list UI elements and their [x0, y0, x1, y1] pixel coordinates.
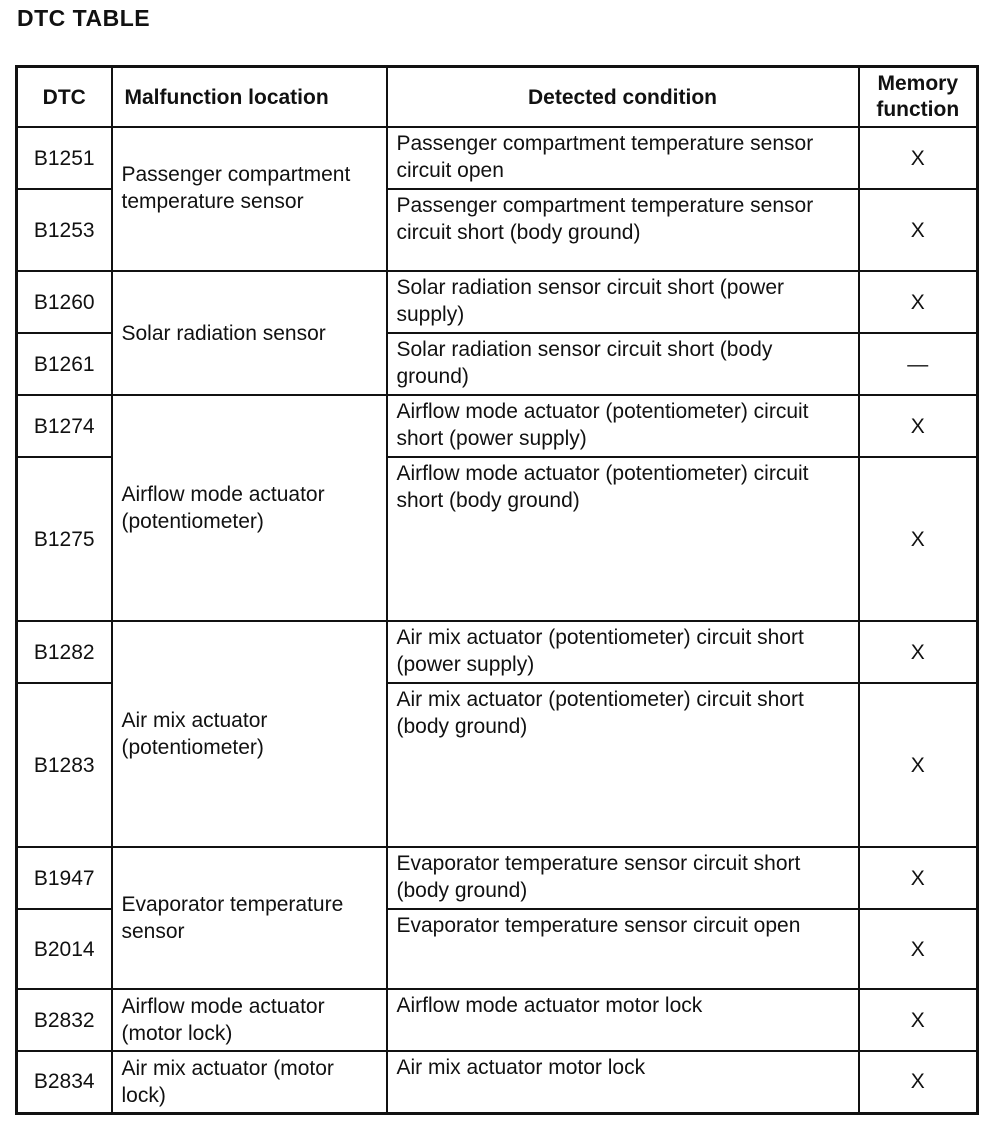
memory-function: X [859, 189, 978, 271]
dtc-code: B1251 [17, 127, 112, 189]
detected-condition: Air mix actuator motor lock [387, 1051, 859, 1113]
detected-condition: Evaporator temperature sensor circuit short (body ground) [387, 847, 859, 909]
dtc-code: B1282 [17, 621, 112, 683]
malfunction-location: Airflow mode actuator (motor lock) [112, 989, 387, 1051]
header-dtc: DTC [17, 67, 112, 128]
dtc-code: B2832 [17, 989, 112, 1051]
table-row [17, 395, 978, 457]
table-row [17, 621, 978, 683]
detected-condition: Evaporator temperature sensor circuit open [387, 909, 859, 989]
detected-condition: Passenger compartment temperature sensor circuit open [387, 127, 859, 189]
table-row [17, 271, 978, 333]
memory-function: X [859, 621, 978, 683]
dtc-code: B1947 [17, 847, 112, 909]
memory-function: X [859, 395, 978, 457]
table-row [17, 127, 978, 189]
table-header-row [17, 67, 978, 128]
dtc-code: B1274 [17, 395, 112, 457]
detected-condition: Airflow mode actuator (potentiometer) circuit short (body ground) [387, 457, 859, 621]
malfunction-location: Air mix actuator (motor lock) [112, 1051, 387, 1113]
malfunction-location: Passenger compartment temperature sensor [112, 127, 387, 271]
dtc-code: B1283 [17, 683, 112, 847]
header-malfunction-location: Malfunction location [112, 67, 387, 128]
dtc-code: B1253 [17, 189, 112, 271]
detected-condition: Solar radiation sensor circuit short (power supply) [387, 271, 859, 333]
malfunction-location: Airflow mode actuator (potentiometer) [112, 395, 387, 621]
dtc-code: B1275 [17, 457, 112, 621]
dtc-code: B1260 [17, 271, 112, 333]
memory-function: X [859, 271, 978, 333]
table-row [17, 989, 978, 1051]
header-memory-function: Memory function [859, 67, 978, 128]
header-detected-condition: Detected condition [387, 67, 859, 128]
dtc-code: B2014 [17, 909, 112, 989]
memory-function: X [859, 683, 978, 847]
table-row [17, 1051, 978, 1113]
detected-condition: Solar radiation sensor circuit short (body ground) [387, 333, 859, 395]
table-row [17, 847, 978, 909]
malfunction-location: Evaporator temperature sensor [112, 847, 387, 989]
malfunction-location: Air mix actuator (potentiometer) [112, 621, 387, 847]
memory-function: X [859, 1051, 978, 1113]
page-title: DTC TABLE [17, 5, 151, 31]
memory-function: X [859, 847, 978, 909]
detected-condition: Passenger compartment temperature sensor circuit short (body ground) [387, 189, 859, 271]
dtc-code: B2834 [17, 1051, 112, 1113]
memory-function: X [859, 989, 978, 1051]
malfunction-location: Solar radiation sensor [112, 271, 387, 395]
detected-condition: Airflow mode actuator (potentiometer) circuit short (power supply) [387, 395, 859, 457]
detected-condition: Air mix actuator (potentiometer) circuit short (body ground) [387, 683, 859, 847]
dtc-table [15, 65, 979, 1115]
memory-function: X [859, 457, 978, 621]
memory-function: X [859, 127, 978, 189]
detected-condition: Air mix actuator (potentiometer) circuit short (power supply) [387, 621, 859, 683]
dtc-code: B1261 [17, 333, 112, 395]
detected-condition: Airflow mode actuator motor lock [387, 989, 859, 1051]
memory-function: — [859, 333, 978, 395]
memory-function: X [859, 909, 978, 989]
